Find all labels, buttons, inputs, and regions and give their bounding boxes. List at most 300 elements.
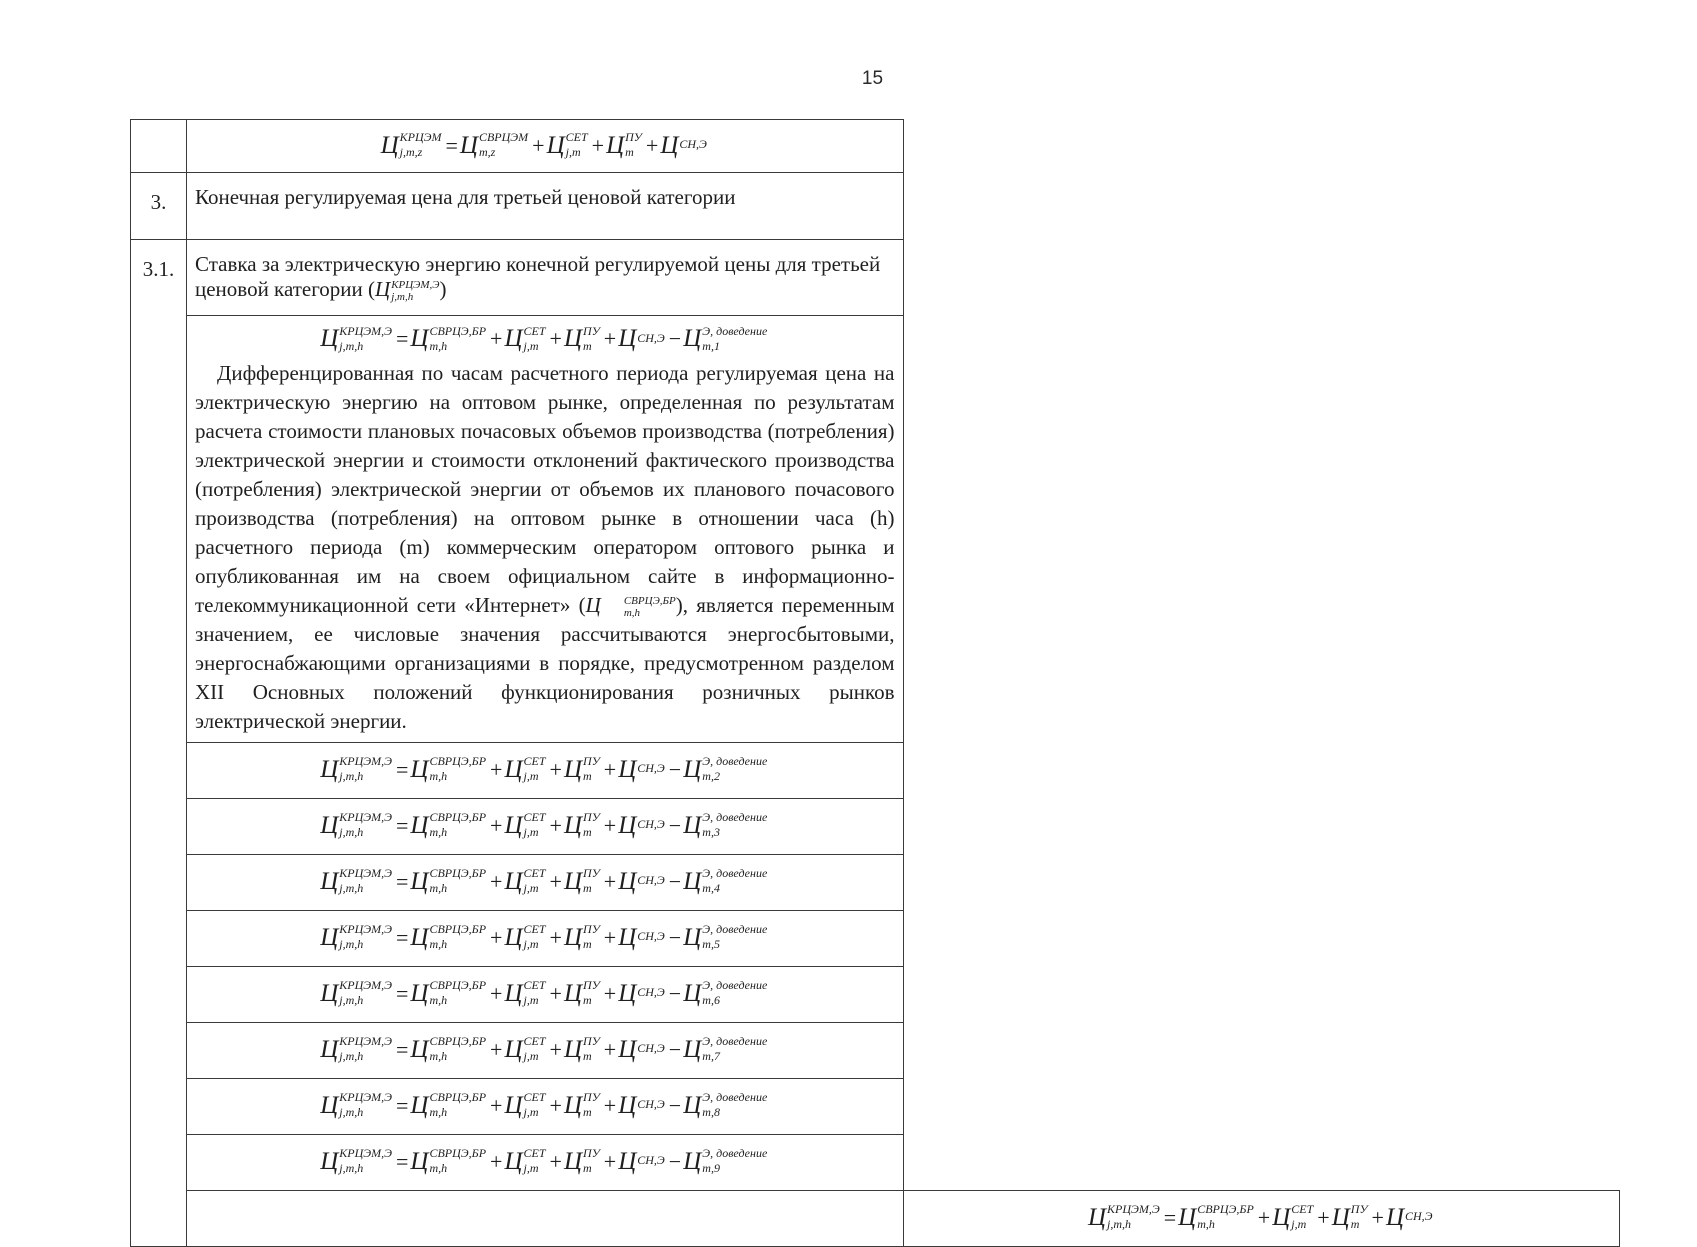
formula-symbol: Ц (683, 867, 702, 895)
formula-superscript: СЕТ (523, 1034, 546, 1049)
formula-indices (637, 929, 665, 944)
formula-operator: − (668, 980, 682, 1006)
formula-symbol: Ц (1178, 1203, 1197, 1231)
formula (187, 866, 903, 896)
formula-superscript: СЕТ (523, 978, 546, 993)
formula-cell (187, 1134, 904, 1190)
formula-superscript: СЕТ (523, 754, 546, 769)
formula-operator: + (1257, 1204, 1271, 1230)
formula-subscript: m (583, 993, 592, 1008)
formula-symbol: Ц (618, 325, 637, 353)
formula-operator: − (668, 1092, 682, 1118)
formula-symbol: Ц (563, 1091, 583, 1119)
formula-superscript: СН,Э (637, 761, 665, 776)
formula-symbol: Ц (683, 811, 702, 839)
formula-indices (339, 323, 392, 353)
table-row (131, 173, 1620, 240)
formula-superscript: Э, доведение (702, 1090, 768, 1105)
formula-superscript: КРЦЭМ,Э (339, 922, 392, 937)
formula-symbol: Ц (410, 811, 429, 839)
formula-superscript: КРЦЭМ,Э (339, 1146, 392, 1161)
formula-symbol: Ц (660, 131, 679, 159)
formula-operator: + (490, 812, 503, 838)
table-row (131, 910, 1620, 966)
formula-indices (583, 1146, 600, 1176)
formula-symbol: Ц (683, 979, 702, 1007)
formula-indices (339, 1146, 392, 1176)
formula-superscript: СВРЦЭ,БР (429, 1034, 487, 1049)
paragraph-text: ), является переменным значением, ее числовые значения рассчитываются энергосбытовыми, энергоснабжающими организациями в порядке, предусмотренном разделом XII Основных положений функционирования розничных рынков электрической энергии. (195, 592, 895, 733)
formula-indices (478, 130, 529, 160)
table-row (131, 854, 1620, 910)
formula-subscript: m,h (429, 1161, 448, 1176)
formula-symbol: Ц (563, 979, 583, 1007)
formula-description-cell (187, 316, 904, 742)
formula-indices (523, 810, 546, 840)
formula-subscript: j,m (565, 145, 581, 160)
formula-superscript: СЕТ (523, 1090, 546, 1105)
formula-symbol: Ц (563, 811, 583, 839)
inline-formula (375, 277, 440, 304)
formula-operator: + (603, 1148, 617, 1174)
formula-superscript: Э, доведение (702, 1146, 768, 1161)
formula-subscript: j,m (523, 1105, 539, 1120)
formula-symbol: Ц (375, 277, 391, 301)
table-row (131, 798, 1620, 854)
formula-symbol: Ц (504, 755, 523, 783)
formula-indices (1291, 1202, 1314, 1232)
formula-superscript: КРЦЭМ,Э (1107, 1202, 1160, 1217)
formula-subscript: j,m,h (339, 937, 364, 952)
formula (187, 1034, 903, 1064)
formula-indices (583, 1090, 600, 1120)
formula-superscript: ПУ (625, 130, 642, 145)
formula-operator: + (490, 868, 503, 894)
formula-superscript: ПУ (583, 323, 600, 338)
formula-symbol: Ц (504, 1035, 523, 1063)
row-text: Конечная регулируемая цена для третьей ценовой категории (187, 173, 904, 240)
formula-operator: + (603, 868, 617, 894)
formula-cell (187, 742, 904, 798)
formula-symbol: Ц (320, 923, 339, 951)
formula-cell (187, 1078, 904, 1134)
formula-operator: = (445, 132, 458, 158)
formula-subscript: j,m (523, 1161, 539, 1176)
formula-superscript: СЕТ (523, 922, 546, 937)
formula-superscript: СВРЦЭ,БР (429, 810, 487, 825)
formula-subscript: m,1 (702, 338, 720, 353)
formula-superscript: СВРЦЭ,БР (429, 1146, 487, 1161)
formula-subscript: m (583, 825, 592, 840)
formula-indices (523, 754, 546, 784)
formula-indices (523, 323, 546, 353)
formula-superscript: СВРЦЭ,БР (429, 922, 487, 937)
formula-indices (637, 873, 665, 888)
formula-indices (702, 978, 768, 1008)
formula-indices (702, 754, 768, 784)
formula-subscript: j,m,h (339, 993, 364, 1008)
formula-subscript: m (583, 1105, 592, 1120)
formula-symbol: Ц (504, 325, 523, 353)
formula-superscript: СН,Э (637, 1041, 665, 1056)
formula-symbol: Ц (618, 923, 637, 951)
formula-operator: + (603, 812, 617, 838)
formula-indices (583, 922, 600, 952)
formula-superscript: СН,Э (637, 330, 665, 345)
formula-superscript: ПУ (583, 810, 600, 825)
formula-indices (1405, 1209, 1433, 1224)
formula-superscript: СН,Э (637, 817, 665, 832)
formula-subscript: m (583, 881, 592, 896)
formula-indices (625, 130, 642, 160)
tariff-table (130, 119, 1620, 1247)
formula-subscript: j,m,h (339, 338, 364, 353)
formula-cell (187, 120, 904, 173)
formula-subscript: m,2 (702, 769, 720, 784)
formula (904, 1202, 1620, 1232)
formula-indices (429, 922, 487, 952)
formula-subscript: m,8 (702, 1105, 720, 1120)
formula-operator: + (603, 326, 617, 352)
formula-operator: − (668, 1148, 682, 1174)
formula-indices (637, 1153, 665, 1168)
formula-subscript: m (625, 145, 634, 160)
formula-symbol: Ц (563, 325, 583, 353)
formula-superscript: СН,Э (637, 985, 665, 1000)
formula-indices (399, 130, 442, 160)
formula-symbol: Ц (683, 755, 702, 783)
formula-symbol: Ц (504, 1091, 523, 1119)
formula-subscript: j,m (523, 1049, 539, 1064)
formula-indices (523, 1034, 546, 1064)
formula-indices (637, 1097, 665, 1112)
formula-indices (523, 922, 546, 952)
formula-subscript: j,m (523, 825, 539, 840)
formula-cell (187, 910, 904, 966)
formula-superscript: Э, доведение (702, 866, 768, 881)
formula-superscript: КРЦЭМ,Э (339, 1090, 392, 1105)
formula-operator: + (549, 1148, 562, 1174)
formula-operator: = (1163, 1204, 1177, 1230)
formula-superscript: СН,Э (679, 137, 707, 152)
formula (187, 130, 903, 160)
formula-superscript: СЕТ (523, 810, 546, 825)
row-text-label: Ставка за электрическую энергию конечной регулируемой цены для третьей ценовой категории ( (195, 252, 881, 301)
formula-indices (429, 754, 487, 784)
table-row (131, 240, 1620, 316)
row-number: 3. (150, 190, 167, 214)
formula-symbol: Ц (410, 867, 429, 895)
formula-superscript: СЕТ (565, 130, 588, 145)
formula-operator: = (395, 812, 409, 838)
formula-subscript: j,m,z (399, 145, 423, 160)
formula-subscript: m,5 (702, 937, 720, 952)
formula-indices (1350, 1202, 1368, 1232)
formula-subscript: m,h (429, 769, 448, 784)
formula-superscript: Э, доведение (702, 922, 768, 937)
formula-cell (187, 798, 904, 854)
formula-symbol: Ц (683, 1147, 702, 1175)
formula-operator: + (1371, 1204, 1384, 1230)
formula-operator: = (395, 1036, 409, 1062)
formula-superscript: СЕТ (523, 323, 546, 338)
formula-subscript: m,h (429, 993, 448, 1008)
formula-superscript: СВРЦЭ,БР (429, 1090, 487, 1105)
formula-superscript: КРЦЭМ,Э (339, 810, 392, 825)
formula-superscript: Э, доведение (702, 1034, 768, 1049)
table-row (131, 316, 1620, 742)
formula-superscript: СН,Э (1405, 1209, 1433, 1224)
formula-cell (187, 1022, 904, 1078)
formula-subscript: j,m,h (339, 1161, 364, 1176)
formula-symbol: Ц (320, 1147, 339, 1175)
formula-operator: = (395, 868, 409, 894)
formula-operator: + (549, 924, 562, 950)
formula (187, 323, 903, 353)
formula-symbol: Ц (320, 811, 339, 839)
formula-indices (702, 922, 768, 952)
formula-indices (583, 978, 600, 1008)
formula (187, 978, 903, 1008)
formula-subscript: m,9 (702, 1161, 720, 1176)
formula-symbol: Ц (618, 755, 637, 783)
formula-operator: + (603, 1092, 617, 1118)
row-number-cell (131, 173, 187, 240)
formula-subscript: m,h (429, 881, 448, 896)
formula-indices (565, 130, 588, 160)
formula-indices (583, 754, 600, 784)
formula-indices (339, 866, 392, 896)
formula-operator: + (591, 132, 605, 158)
formula-subscript: j,m (523, 769, 539, 784)
formula-indices (702, 323, 768, 353)
formula-subscript: j,m (523, 937, 539, 952)
formula-indices (339, 978, 392, 1008)
table-row (131, 742, 1620, 798)
formula-symbol: Ц (320, 1035, 339, 1063)
formula-superscript: СВРЦЭ,БР (429, 754, 487, 769)
table-row (131, 1022, 1620, 1078)
formula-operator: − (668, 812, 682, 838)
table-row (131, 1190, 1620, 1246)
formula-operator: − (668, 756, 682, 782)
formula-symbol: Ц (563, 755, 583, 783)
formula-symbol: Ц (683, 923, 702, 951)
formula-indices (339, 810, 392, 840)
formula-superscript: Э, доведение (702, 754, 768, 769)
formula-symbol: Ц (618, 1035, 637, 1063)
formula-superscript: СВРЦЭМ (478, 130, 529, 145)
formula-operator: + (532, 132, 545, 158)
formula-symbol: Ц (320, 979, 339, 1007)
row-number: 3.1. (142, 257, 175, 281)
formula-symbol: Ц (618, 979, 637, 1007)
formula-superscript: СН,Э (637, 929, 665, 944)
formula (187, 922, 903, 952)
formula-operator: + (549, 1036, 562, 1062)
formula-symbol: Ц (683, 1035, 702, 1063)
formula-operator: + (490, 756, 503, 782)
formula-operator: + (549, 1092, 562, 1118)
formula-indices (339, 1034, 392, 1064)
formula-symbol: Ц (606, 131, 625, 159)
formula-indices (1107, 1202, 1160, 1232)
formula-subscript: j,m,h (339, 1105, 364, 1120)
formula-indices (339, 1090, 392, 1120)
formula-operator: + (490, 980, 503, 1006)
formula-subscript: m,h (429, 825, 448, 840)
formula-indices (637, 985, 665, 1000)
formula-symbol: Ц (1331, 1203, 1350, 1231)
formula-subscript: m,6 (702, 993, 720, 1008)
formula-symbol: Ц (380, 131, 399, 159)
formula-indices (339, 754, 392, 784)
formula-symbol: Ц (410, 1147, 429, 1175)
formula-symbol: Ц (585, 592, 601, 617)
formula-operator: + (490, 1092, 503, 1118)
formula-symbol: Ц (504, 811, 523, 839)
formula-operator: − (668, 1036, 682, 1062)
formula-subscript: m,h (429, 338, 448, 353)
formula-indices (429, 1034, 487, 1064)
formula-indices (523, 1090, 546, 1120)
table-row (131, 1134, 1620, 1190)
page-number: 15 (861, 68, 884, 89)
formula-symbol: Ц (410, 979, 429, 1007)
definition-paragraph (187, 359, 903, 742)
table-row (131, 1078, 1620, 1134)
formula-indices (429, 810, 487, 840)
formula-indices (702, 1146, 768, 1176)
formula-subscript: m (1350, 1217, 1360, 1232)
formula-operator: − (668, 868, 682, 894)
formula-operator: + (603, 756, 617, 782)
formula-operator: + (490, 326, 503, 352)
table-row (131, 120, 1620, 173)
formula-operator: + (603, 1036, 617, 1062)
formula-superscript: ПУ (583, 1034, 600, 1049)
formula-indices (702, 810, 768, 840)
formula-subscript: m,h (429, 1105, 448, 1120)
formula-symbol: Ц (563, 923, 583, 951)
formula-subscript: m,h (429, 937, 448, 952)
formula-symbol: Ц (1385, 1203, 1405, 1231)
formula-subscript: j,m,h (339, 825, 364, 840)
formula-symbol: Ц (563, 1147, 583, 1175)
formula-indices (583, 866, 600, 896)
formula-subscript: j,m,h (391, 291, 414, 304)
formula-operator: − (668, 924, 682, 950)
formula-symbol: Ц (320, 325, 339, 353)
formula-superscript: Э, доведение (702, 978, 768, 993)
formula-indices (523, 978, 546, 1008)
formula-symbol: Ц (563, 1035, 583, 1063)
formula-superscript: ПУ (583, 1146, 600, 1161)
formula-superscript: ПУ (583, 754, 600, 769)
formula-symbol: Ц (504, 979, 523, 1007)
formula-superscript: КРЦЭМ,Э (339, 978, 392, 993)
formula-subscript: m,3 (702, 825, 720, 840)
formula-indices (429, 1146, 487, 1176)
formula-indices (429, 978, 487, 1008)
formula-indices (523, 866, 546, 896)
formula-subscript: m (583, 1049, 592, 1064)
formula-symbol: Ц (546, 131, 565, 159)
formula-operator: = (395, 326, 409, 352)
formula-operator: = (395, 1148, 409, 1174)
formula-superscript: СВРЦЭ,БР (429, 978, 487, 993)
row-text-close: ) (439, 277, 447, 301)
formula-indices (429, 323, 487, 353)
formula-operator: = (395, 924, 409, 950)
formula-operator: = (395, 756, 409, 782)
formula-subscript: m (583, 937, 592, 952)
formula-indices (583, 323, 600, 353)
formula-indices (637, 1041, 665, 1056)
inline-formula (586, 593, 676, 617)
formula-symbol: Ц (410, 1091, 429, 1119)
formula-operator: + (490, 1036, 503, 1062)
formula-cell (187, 966, 904, 1022)
formula-subscript: m (583, 338, 592, 353)
formula-symbol: Ц (410, 923, 429, 951)
formula-superscript: СВРЦЭ,БР (1197, 1202, 1254, 1217)
formula-superscript: ПУ (583, 922, 600, 937)
formula-superscript: КРЦЭМ,Э (339, 866, 392, 881)
formula-subscript: m,h (1197, 1217, 1215, 1232)
formula-superscript: Э, доведение (702, 323, 768, 338)
formula-indices (679, 137, 707, 152)
formula-superscript: СН,Э (637, 873, 665, 888)
formula-superscript: ПУ (583, 866, 600, 881)
formula-symbol: Ц (618, 811, 637, 839)
formula-operator: = (395, 1092, 409, 1118)
row-number-cell (131, 240, 187, 1247)
formula-operator: + (549, 980, 562, 1006)
formula-superscript: ПУ (1350, 1202, 1368, 1217)
formula-subscript: j,m (523, 881, 539, 896)
formula-superscript: СЕТ (523, 1146, 546, 1161)
formula-operator: + (549, 812, 562, 838)
formula-superscript: КРЦЭМ,Э (339, 1034, 392, 1049)
formula-indices (637, 817, 665, 832)
formula-superscript: КРЦЭМ,Э (391, 279, 440, 292)
formula-operator: + (603, 924, 617, 950)
formula-symbol: Ц (504, 867, 523, 895)
formula (187, 1090, 903, 1120)
formula-symbol: Ц (683, 1091, 702, 1119)
paragraph-text: Дифференцированная по часам расчетного периода регулируемая цена на электрическую энергию на оптовом рынке, определенная по результатам расчета стоимости плановых почасовых объемов производства (потребления) электрической энергии и стоимости отклонений фактического производства (потребления) электрической энергии от объемов их планового почасового производства (потребления) на оптовом рынке в отношении часа (h) расчетного периода (m) коммерческим оператором оптового рынка и опубликованная им на своем официальном сайте в информационно-телекоммуникационной сети «Интернет» ( (195, 360, 895, 617)
formula-superscript: СЕТ (1291, 1202, 1314, 1217)
formula-subscript: j,m (1291, 1217, 1307, 1232)
formula-symbol: Ц (618, 1091, 637, 1119)
formula-operator: + (1317, 1204, 1330, 1230)
formula-indices (523, 1146, 546, 1176)
formula-subscript: j,m,h (1107, 1217, 1132, 1232)
formula-indices (429, 866, 487, 896)
formula-superscript: СВРЦЭ,БР (623, 594, 676, 607)
formula-symbol: Ц (320, 867, 339, 895)
formula-subscript: m,4 (702, 881, 720, 896)
formula (187, 754, 903, 784)
formula-superscript: СВРЦЭ,БР (429, 866, 487, 881)
formula-superscript: СН,Э (637, 1097, 665, 1112)
formula-indices (702, 1034, 768, 1064)
formula-subscript: j,m,h (339, 881, 364, 896)
formula-symbol: Ц (563, 867, 583, 895)
formula-superscript: КРЦЭМ (399, 130, 442, 145)
formula-symbol: Ц (618, 1147, 637, 1175)
